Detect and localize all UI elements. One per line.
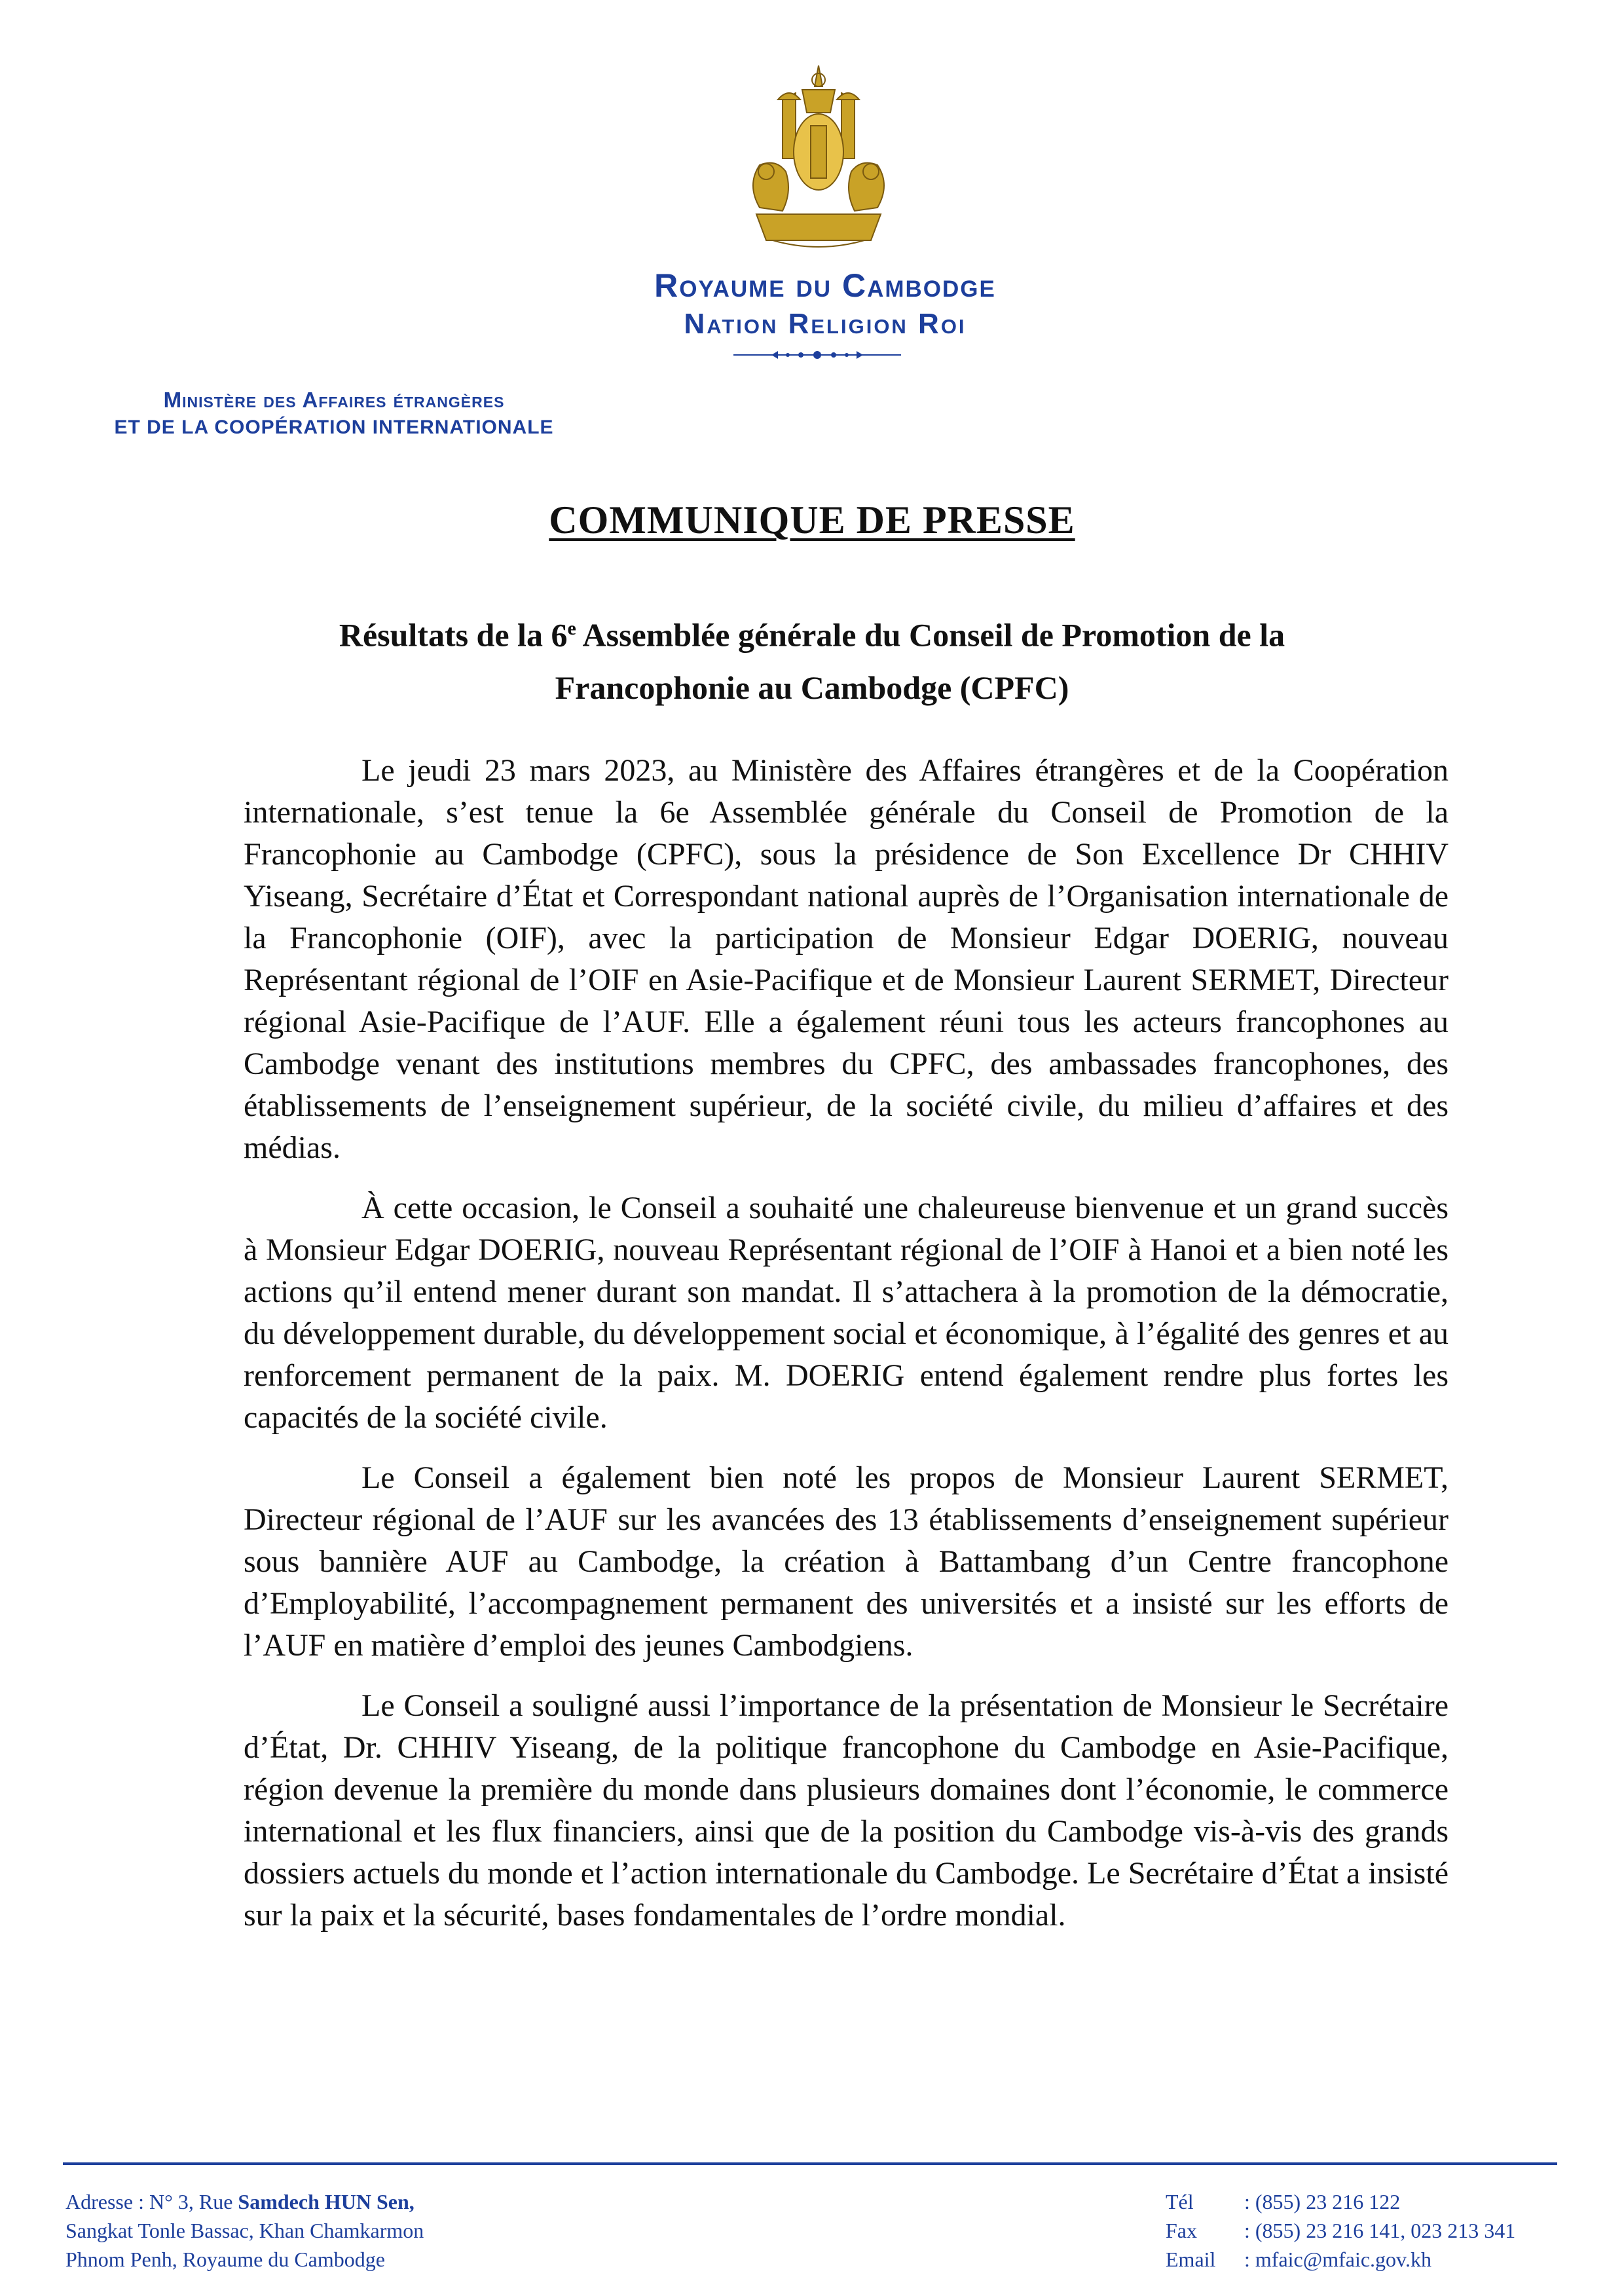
document-subtitle <box>196 602 1428 714</box>
kingdom-header <box>498 265 1153 343</box>
paragraph: Le jeudi 23 mars 2023, au Ministère des Affaires étrangères et de la Coopération internationale, s’est tenue la 6e Assemblée générale du Conseil de Promotion de la Francophonie au Cambodge (CPFC), sous la présidence de Son Excellence Dr CHHIV Yiseang, Secrétaire d’État et Correspondant national auprès de l’Organisation internationale de la Francophonie (OIF), avec la participation de Monsieur Edgar DOERIG, nouveau Représentant régional de l’OIF en Asie-Pacifique et de Monsieur Laurent SERMET, Directeur régional Asie-Pacifique de l’AUF. Elle a également réuni tous les acteurs francophones au Cambodge venant des institutions membres du CPFC, des ambassades francophones, des établissements de l’enseignement supérieur, de la société civile, du milieu d’affaires et des médias. <box>244 753 1449 1165</box>
footer-contacts <box>1166 2187 1515 2274</box>
address-prefix: Adresse : N° 3, Rue <box>65 2190 238 2213</box>
national-motto: Nation Religion Roi <box>684 308 967 340</box>
fax-value: : (855) 23 216 141, 023 213 341 <box>1244 2219 1516 2242</box>
footer-address <box>65 2187 424 2274</box>
fax-label: Fax <box>1166 2219 1197 2242</box>
subtitle-superscript: e <box>567 618 576 639</box>
royal-arms-of-cambodia-icon <box>720 60 917 257</box>
tel-label: Tél <box>1166 2190 1194 2213</box>
address-street: Samdech HUN Sen, <box>238 2190 415 2213</box>
ministry-line-2: ET DE LA COOPÉRATION INTERNATIONALE <box>114 417 554 438</box>
document-body <box>244 750 1449 1955</box>
ornament-divider-icon <box>732 346 902 364</box>
subtitle-line-2: Francophonie au Cambodge (CPFC) <box>555 669 1069 706</box>
paragraph: Le Conseil a également bien noté les propos de Monsieur Laurent SERMET, Directeur régional de l’AUF sur les avancées des 13 établissements d’enseignement supérieur sous bannière AUF au Cambodge, la création à Battambang d’un Centre francophone d’Employabilité, l’accompagnement permanent des universités et a insisté sur les efforts de l’AUF en matière d’emploi des jeunes Cambodgiens. <box>244 1460 1449 1663</box>
subtitle-part-1: Résultats de la 6 <box>339 616 568 654</box>
paragraph: Le Conseil a souligné aussi l’importance de la présentation de Monsieur le Secrétaire d’État, Dr. CHHIV Yiseang, de la politique francophone du Cambodge en Asie-Pacifique, région devenue la première du monde dans plusieurs domaines dont l’économie, le commerce international et les flux financiers, ainsi que de la position du Cambodge vis-à-vis des grands dossiers actuels du monde et l’action internationale du Cambodge. Le Secrétaire d’État a insisté sur la paix et la sécurité, bases fondamentales de l’ordre mondial. <box>244 1688 1449 1933</box>
ministry-line-1: Ministère des Affaires étrangères <box>163 388 505 412</box>
email-value[interactable]: : mfaic@mfaic.gov.kh <box>1244 2248 1431 2271</box>
tel-value: : (855) 23 216 122 <box>1244 2190 1401 2213</box>
subtitle-part-2: Assemblée générale du Conseil de Promotion de la <box>576 616 1285 654</box>
paragraph: À cette occasion, le Conseil a souhaité une chaleureuse bienvenue et un grand succès à Monsieur Edgar DOERIG, nouveau Représentant régional de l’OIF à Hanoi et a bien noté les actions qu’il entend mener durant son mandat. Il s’attachera à la promotion de la démocratie, du développement durable, du développement social et économique, à l’égalité des genres et au renforcement permanent de la paix. M. DOERIG entend également rendre plus fortes les capacités de la société civile. <box>244 1191 1449 1435</box>
email-label: Email <box>1166 2248 1216 2271</box>
ministry-header <box>72 386 596 441</box>
address-line-3: Phnom Penh, Royaume du Cambodge <box>65 2248 385 2271</box>
kingdom-name: Royaume du Cambodge <box>654 267 996 304</box>
page-title: COMMUNIQUE DE PRESSE <box>549 498 1075 542</box>
address-line-2: Sangkat Tonle Bassac, Khan Chamkarmon <box>65 2219 424 2242</box>
footer-divider <box>63 2162 1557 2165</box>
